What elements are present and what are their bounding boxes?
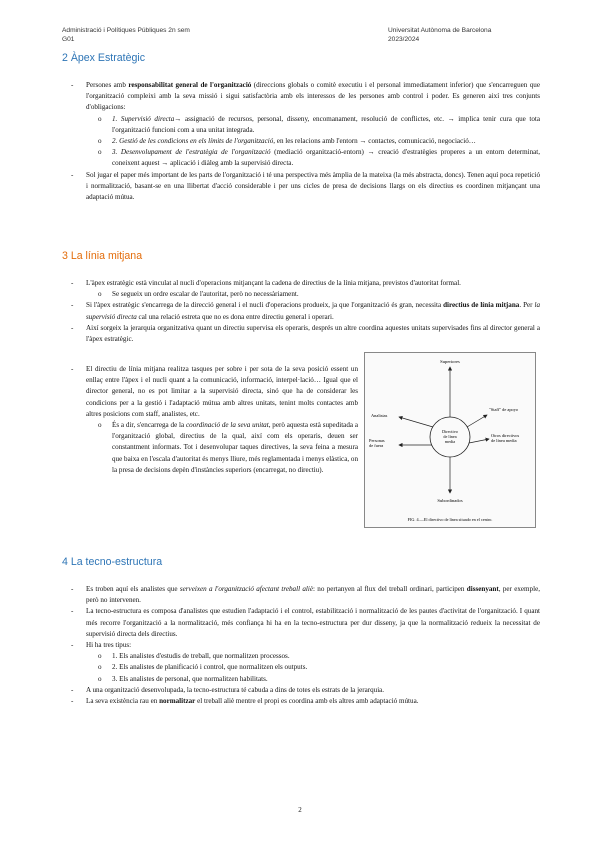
section-2-body	[62, 80, 540, 203]
list-item: - El directiu de línia mitjana realitza tasques per sobre i per sota de la seva posició essent un enllaç entre l'àpex i el nucli quant a la comunicació, informació, interpel·lació… Igual que el director general, no es pot limitar a la supervisió directa, sinó que ha de considerar les condicions per a la gestió i l'adaptació mútua amb altres unitats, tenint molts contactes amb altres posicions com staff, analistes, etc.	[62, 364, 358, 420]
section-3-body-left	[62, 364, 358, 476]
list-item: - La seva existència rau en normalitzar el treball aliè mentre el propi es coordina amb els altres amb adaptació mútua.	[62, 696, 540, 707]
figure-caption: FIG. 4.—El directivo de línea situado en el centro.	[407, 517, 493, 522]
header-left	[62, 26, 190, 44]
group-code: G01	[62, 36, 75, 43]
section-4-heading: 4 La tecno-estructura	[62, 556, 163, 568]
label-superiors: Superiores	[440, 359, 460, 364]
sub-list-item: o 3. Desenvolupament de l'estratègia de l'organització (mediació organització-entorn) → creació d'estratègies properes a un entorn determinat, coneixent aquest → aplicació i diàleg amb la supervisió directa.	[62, 147, 540, 169]
middle-line-figure	[364, 352, 536, 528]
list-item: - La tecno-estructura es composa d'analistes que estudien l'adaptació i el control, estabilització i normalització de les pautes d'activitat de l'organització. I quant més recorre l'organització a la normalització, més confiança hi ha en la tecno-estructura per dur disseny, ja que la normalització redueix la necessitat de supervisió directa dels directius.	[62, 606, 540, 640]
sub-list-item: o 1. Supervisió directa→ assignació de recursos, personal, disseny, encomanament, resolució de conflictes, etc. → implica tenir cura que tota l'organització funcioni com a una unitat integrada.	[62, 114, 540, 136]
label-subordinates: Subordinados	[437, 498, 463, 503]
sub-list-item: o És a dir, s'encarrega de la coordinació de la seva unitat, però aquesta està supeditada a l'organització global, directius de la qual, així com els operaris, deuen ser constantment informats. Tot i desenvolupar taques directives, la seva feina a mesura que baixa en l'escala d'autoritat és menys lliure, més reglamentada i menys elàstica, on la presa de decisions depèn d'instàncies superiors (encarregat, no directiu).	[62, 420, 358, 476]
section-3-heading: 3 La línia mitjana	[62, 250, 143, 262]
course-title: Administració i Polítiques Públiques 2n sem	[62, 27, 190, 34]
list-item: - L'àpex estratègic està vinculat al nucli d'operacions mitjançant la cadena de directius de la línia mitjana, previstos d'autoritat formal.	[62, 278, 540, 289]
list-item: - Hi ha tres tipus:	[62, 640, 540, 651]
list-item: - Si l'àpex estratègic s'encarrega de la direcció general i el nucli d'operacions produeix, ja que l'organització és gran, necessita directius de línia mitjana. Per la supervisió directa cal una relació estreta que no es dona entre directiu general i operari.	[62, 300, 540, 322]
section-4-body	[62, 584, 540, 707]
list-item: - Persones amb responsabilitat general de l'organització (direccions globals o comitè executiu i el personal immediatament inferior) que s'encarreguen que l'organització compleixi amb la seva missió i sigui satisfactòria amb els interessos de les persones amb control i poder. Es generen així tres conjunts d'obligacions:	[62, 80, 540, 114]
label-analysts: Analistas	[371, 413, 388, 418]
page-number: 2	[298, 806, 302, 814]
sub-list-item: o 1. Els analistes d'estudis de treball, que normalitzen processos.	[62, 651, 540, 662]
arrow-analysts	[399, 417, 433, 427]
university-name: Universitat Autònoma de Barcelona	[388, 27, 492, 34]
sub-list-item: o Se segueix un ordre escalar de l'autoritat, però no necessàriament.	[62, 289, 540, 300]
list-item: - A una organització desenvolupada, la tecno-estructura té cabuda a dins de totes els estrats de la jerarquia.	[62, 685, 540, 696]
header-right	[388, 26, 491, 44]
sub-list-item: o 2. Els analistes de planificació i control, que normalitzen els outputs.	[62, 662, 540, 673]
list-item: - Així sorgeix la jerarquia organitzativa quant un directiu supervisa els operaris, després un altre coordina aquestes unitats supervisades fins al director general a l'àpex estratègic.	[62, 323, 540, 345]
label-center: Directivo de línea media	[442, 429, 458, 444]
sub-list-item: o 3. Els analistes de personal, que normalitzen habilitats.	[62, 674, 540, 685]
section-3-body-top	[62, 278, 540, 345]
list-item: - Es troben aquí els analistes que serveixen a l'organització afectant treball aliè: no pertanyen al flux del treball ordinari, participen dissenyant, per exemple, però no intervenen.	[62, 584, 540, 606]
sub-list-item: o 2. Gestió de les condicions en els límits de l'organització, en les relacions amb l'entorn → contactes, comunicació, negociació…	[62, 136, 540, 147]
section-2-heading: 2 Àpex Estratègic	[62, 52, 146, 64]
arrow-other-managers	[469, 439, 489, 443]
label-other-managers: Otros directivos de línea media	[491, 433, 520, 443]
academic-year: 2023/2024	[388, 36, 420, 43]
figure-diagram	[365, 353, 535, 527]
label-staff: "Staff" de apoyo	[489, 407, 519, 412]
list-item: - Sol jugar el paper més important de les parts de l'organització i té una perspectiva més àmplia de la mateixa (la més abstracta, doncs). Tenen aquí poca repetició i normalització, basant-se en una llibertat d'acció considerable i per uns cicles de presa de decisions llargs on els directius es coordinen mitjançant una adaptació mútua.	[62, 170, 540, 204]
label-outsiders: Personas de fuera	[369, 438, 385, 448]
arrow-staff	[467, 415, 487, 427]
